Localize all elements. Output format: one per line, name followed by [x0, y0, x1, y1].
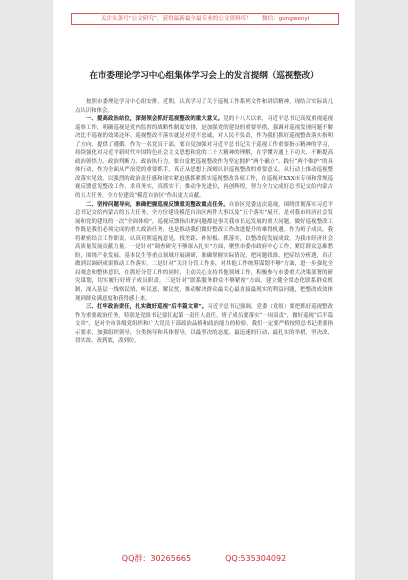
document-body [75, 98, 333, 346]
promo-banner[interactable] [71, 13, 339, 25]
section-2-heading: 二、坚持问题导向，准确把握巡视反馈意见整改重点任务。 [86, 201, 229, 208]
document-title: 在市委理论学习中心组集体学习会上的发言提纲（巡视整改） [89, 71, 319, 81]
promo-wechat-text: 微信：gongwenyi [261, 16, 310, 22]
qq-group-text: QQ群：30265665 [121, 554, 192, 563]
section-3-paragraph [75, 303, 333, 346]
section-2-paragraph [75, 201, 333, 304]
qq-support-text: QQ:535304092 [225, 554, 287, 563]
section-3-body: 习近平总书记强调，党委（党组）要把抓好巡视整改作为重要政治任务，特别是党组书记要扛起第一责任人责任，班子成员要落实“一岗双责”，做好巡视“后半篇文章”，是对全市各级党组织和广大党员干部政治品格和政治能力的检验。我们一定要严格按照总书记重要指示要求，加强组织领导，分类指导和具体督导，以最坚决的态度、最迅速的行动、最扎实的举措，坚决改、切实改、改到底，改到位。 [75, 304, 333, 345]
section-2-body: 自治区党委这次巡视，围绕贯彻落实习近平总书记交给内蒙古的五大任务，全方位建设模范自治区两件大事以及“五个落实”展开，是对我市经济社会发展和党的建设的一次“全面体检”，巡视反馈指出的问题都是事关我市长远发展的重大问题。做好巡视整改工作既是我们必须完成的重大政治任务，也是推动我们做好整改工作改进提升的难得机遇。作为班子成员，我将紧密结合工作职责，认真对照巡视意见，找差距、补短板、抓落实，以整改促发展成效，为我市经济社会高质量发展贡献力量。一是针对“调查研究不够深入扎实”方面，聚焦市委市政府中心工作，紧盯群众急难愁盼，围绕产业发展、基本民生等重点领域开展调研，准确掌握实际情况，把问题找准、把症结分析透，真正做到以调研成果推动工作落实。二是针对“关注分管工作多，对其他工作统筹谋划不够”方面，进一步强化全局观念和整体意识，在抓好分管工作的同时，主动关心支持其他领域工作，积极参与市委重大决策部署的研究谋划，切实履行好班子成员职责。三是针对“联系服务群众不够紧密”方面，建立健全常态化联系群众机制，深入基层一线察民情、听民意、解民忧，推动解决群众最关心最直接最现实的利益问题，把整改成效体现到群众满意度和获得感上来。 [75, 201, 333, 302]
contact-footer [89, 554, 319, 564]
section-1-paragraph [75, 115, 333, 200]
section-1-heading: 一、提高政治站位，深刻领会抓好巡视整改的重大意义。 [86, 116, 224, 123]
section-3-heading: 三、扛牢政治责任，扎实做好巡视“后半篇文章”。 [86, 304, 208, 311]
promo-follow-text: 关注头条号“公文研究”，获得最新最全最专业的公文资料库！ [100, 16, 252, 22]
document-page [53, 0, 355, 580]
section-1-body: 党的十八大以来，习近平总书记高度重视巡视巡察工作，明确巡视是党内监督的战略性制度安排，是加强党的建设的重要举措，强调对巡视发现问题不解决比不巡视的效果还坏。巡视整改不落实就是对党不忠诚，对人民不负责，作为我们抓好巡视整改落实指明了方向，提供了遵循。作为一名党员干部，要自觉加强对习近平总书记关于巡视工作重要指示精神的学习，持续强化对习近平新时代中国特色社会主义思想和党的二十大精神的理解，在学懂弄通上下功夫，不断提高政治领悟力、政治判断力、政治执行力。要自觉把巡视整改作为坚定拥护“两个确立”、践行“两个维护”的具体行动，作为全面从严治党的重要抓手，真正从思想上深刻认识巡视整改的重要意义，从行动上推动巡视整改落实见效。以强烈的政治责任感和现实紧迫感抓紧抓实巡视整改各项工作，在巡视对XXX市专项和常规巡视反馈意见整改工作，求真务实，真抓实干，推动争先进位，再创辉煌，努力全力完成好总书记交给内蒙古的五大任务，全方位建设“模范自治区”作出更大贡献。 [75, 116, 333, 200]
intro-paragraph: 按照市委理论学习中心组安排，近期，认真学习了关于巡视工作系列文件和讲话精神，现结合实际谈几点认识和体会。 [75, 99, 333, 114]
